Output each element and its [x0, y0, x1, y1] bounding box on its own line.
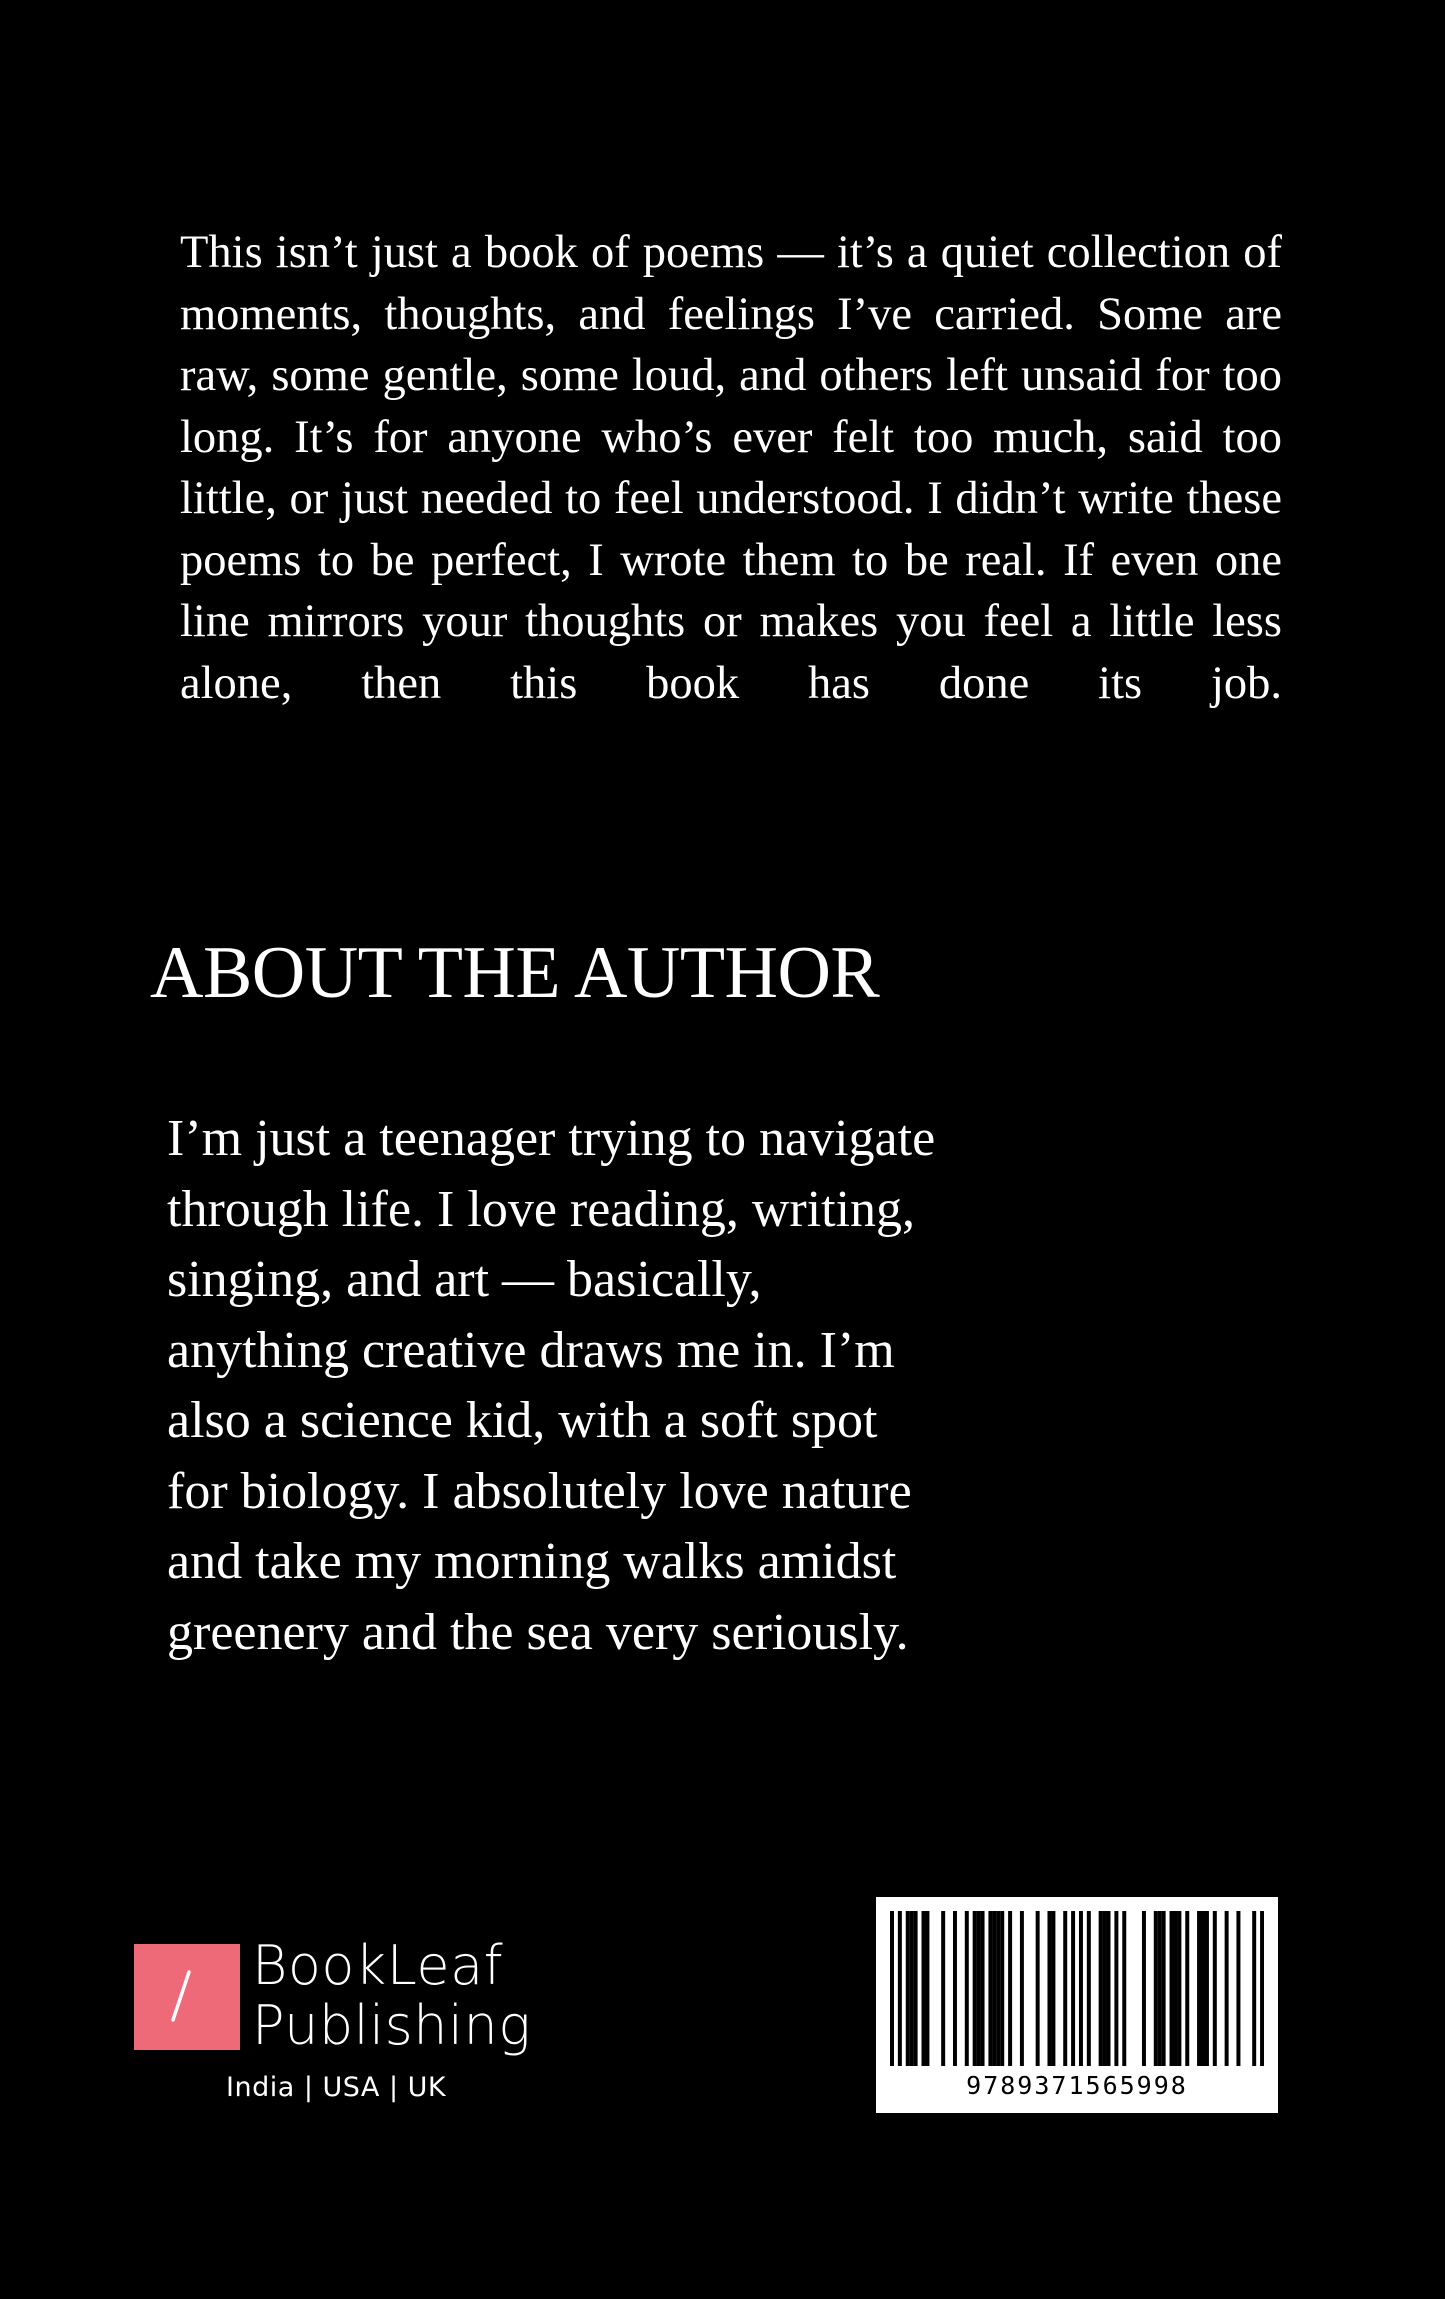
barcode-bar — [1173, 1911, 1177, 2066]
about-line: through life. I love reading, writing, — [167, 1180, 916, 1238]
barcode-bar — [1122, 1911, 1126, 2066]
barcode-bar — [1142, 1911, 1146, 2066]
barcode-bar — [1103, 1911, 1107, 2066]
about-line: greenery and the sea very seriously. — [167, 1603, 909, 1661]
barcode-bar — [1162, 1911, 1166, 2066]
barcode-bar — [1225, 1911, 1229, 2066]
barcode-bar — [1260, 1911, 1264, 2066]
barcode-bar — [1099, 1911, 1103, 2066]
barcode-bar — [1020, 1911, 1024, 2066]
about-line: for biology. I absolutely love nature — [167, 1462, 912, 1520]
about-line: also a science kid, with a soft spot — [167, 1392, 878, 1449]
barcode-bar — [925, 1911, 929, 2066]
isbn-number: 9789371565998 — [966, 2071, 1188, 2100]
barcode-bar — [921, 1911, 925, 2066]
barcode-bar — [953, 1911, 957, 2066]
publisher-name — [252, 1936, 531, 2056]
barcode-bar — [1000, 1911, 1004, 2066]
barcode-bar — [996, 1911, 1000, 2066]
barcode-bar — [898, 1911, 902, 2066]
barcode-bar — [1107, 1911, 1111, 2066]
barcode-bar — [1047, 1911, 1051, 2066]
barcode-bar — [965, 1911, 969, 2066]
barcode-bar — [910, 1911, 914, 2066]
barcode-bar — [1051, 1911, 1055, 2066]
barcode-bar — [1154, 1911, 1158, 2066]
barcode-bar — [1177, 1911, 1181, 2066]
barcode-bar — [977, 1911, 981, 2066]
about-line: singing, and art — basically, — [167, 1251, 762, 1308]
barcode-bar — [981, 1911, 985, 2066]
barcode-bar — [1087, 1911, 1091, 2066]
publisher-regions: India | USA | UK — [226, 2072, 447, 2103]
publisher-name-line1: BookLeaf — [252, 1934, 504, 1997]
barcode-bar — [973, 1911, 977, 2066]
barcode-bar — [1170, 1911, 1174, 2066]
barcode-bar — [1236, 1911, 1240, 2066]
about-line: I’m just a teenager trying to navigate — [167, 1110, 936, 1167]
publisher-name-line2: Publishing — [252, 1994, 532, 2057]
barcode-bar — [988, 1911, 992, 2066]
barcode-bar — [1205, 1911, 1209, 2066]
barcode-icon — [890, 1911, 1264, 2066]
slash-icon — [169, 1970, 193, 2022]
back-cover-blurb: This isn’t just a book of poems — it’s a quiet collection of moments, thoughts, and feelings I’ve carried. Some are raw, some gentle, some loud, and others left unsaid for too long. It’s for anyone who’s ever felt too much, said too little, or just needed to feel understood. I didn’t write these poems to be perfect, I wrote them to be real. If even one line mirrors your thoughts or makes you feel a little less alone, then this book has done its job. — [180, 227, 1282, 709]
barcode-bar — [906, 1911, 910, 2066]
barcode-bar — [1008, 1911, 1012, 2066]
barcode-bar — [941, 1911, 945, 2066]
barcode-bar — [992, 1911, 996, 2066]
barcode-bar — [890, 1911, 894, 2066]
about-author-heading: ABOUT THE AUTHOR — [150, 932, 880, 1014]
about-line: and take my morning walks amidst — [167, 1533, 897, 1590]
barcode-bar — [1071, 1911, 1075, 2066]
barcode-bar — [1114, 1911, 1118, 2066]
barcode-bar — [1063, 1911, 1067, 2066]
barcode-bar — [1036, 1911, 1040, 2066]
barcode-bar — [1158, 1911, 1162, 2066]
barcode — [876, 1897, 1278, 2113]
barcode-bar — [1252, 1911, 1256, 2066]
about-author-text — [167, 1104, 935, 1668]
barcode-bar — [914, 1911, 918, 2066]
about-line: anything creative draws me in. I’m — [167, 1321, 895, 1379]
barcode-bar — [1197, 1911, 1201, 2066]
barcode-bar — [1201, 1911, 1205, 2066]
barcode-bar — [1213, 1911, 1217, 2066]
barcode-bar — [1185, 1911, 1189, 2066]
barcode-bar — [1079, 1911, 1083, 2066]
